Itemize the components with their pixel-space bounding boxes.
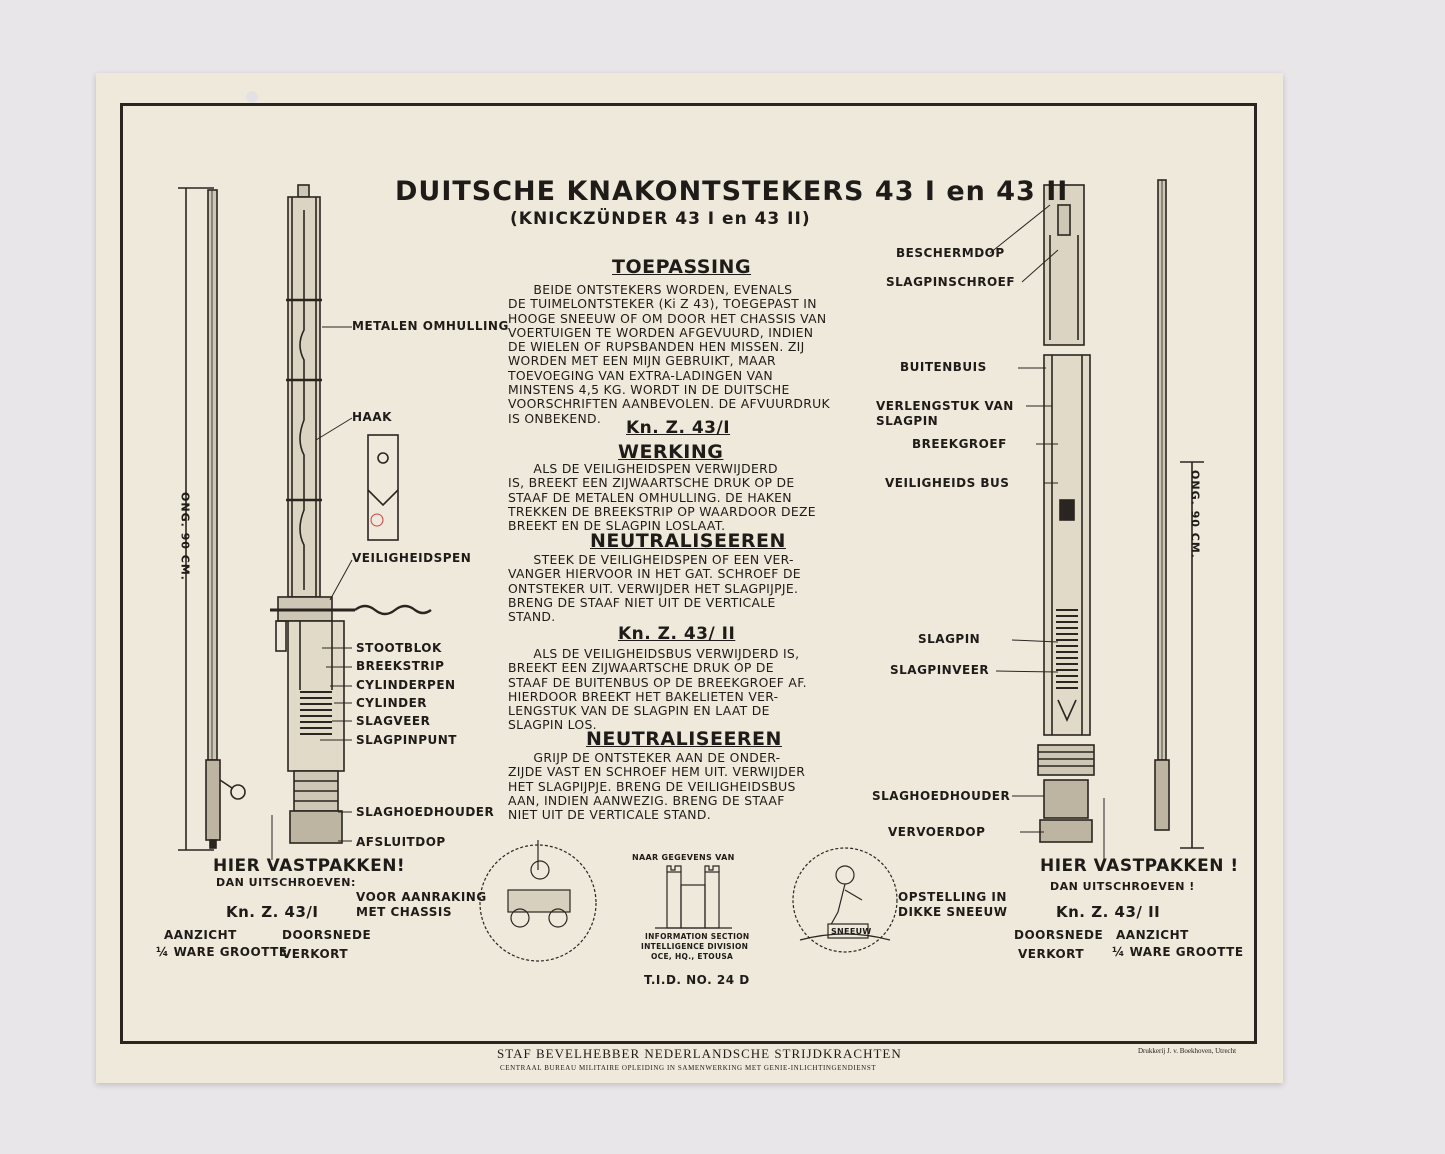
right-section-illustration xyxy=(1038,185,1094,842)
right-scale-label: ¼ WARE GROOTTE xyxy=(1112,945,1244,959)
source-line-3: INTELLIGENCE DIVISION xyxy=(641,942,749,951)
section-heading-kn43-1: Kn. Z. 43/I xyxy=(626,418,731,438)
label-afsluitdop: AFSLUITDOP xyxy=(356,835,446,849)
label-metalen-omhulling: METALEN OMHULLING xyxy=(352,319,509,333)
neutraliseeren-2-text: GRIJP DE ONTSTEKER AAN DE ONDER- ZIJDE VAST EN SCHROEF HEM UIT. VERWIJDER HET SLAGPIJPJE. BRENG DE VEILIGHEIDSBUS AAN, INDIEN AANWEZIG. BRENG DE STAAF NIET UIT DE VERTICALE STAND. xyxy=(508,750,806,823)
footer-line-2: CENTRAAL BUREAU MILITAIRE OPLEIDING IN SAMENWERKING MET GENIE-INLICHTINGENDIENST xyxy=(500,1064,877,1072)
label-slagpinpunt: SLAGPINPUNT xyxy=(356,733,457,747)
section-heading-kn43-2: Kn. Z. 43/ II xyxy=(618,624,736,644)
page-subtitle: (KNICKZÜNDER 43 I en 43 II) xyxy=(510,209,811,229)
chassis-caption: VOOR AANRAKING MET CHASSIS xyxy=(356,890,487,919)
label-vervoerdop: VERVOERDOP xyxy=(888,825,986,839)
right-unscrew-instruction: DAN UITSCHROEVEN ! xyxy=(1050,880,1195,893)
label-buitenbuis: BUITENBUIS xyxy=(900,360,987,374)
footer-line-1: STAF BEVELHEBBER NEDERLANDSCHE STRIJDKRACHTEN xyxy=(497,1046,902,1061)
right-shortened-label: VERKORT xyxy=(1018,947,1085,961)
measure-left: ONG. 90 CM. xyxy=(178,492,192,581)
right-hold-instruction: HIER VASTPAKKEN ! xyxy=(1040,856,1239,876)
left-unscrew-instruction: DAN UITSCHROEVEN: xyxy=(216,876,356,889)
label-slagpin: SLAGPIN xyxy=(918,632,981,646)
page-title: DUITSCHE KNAKONTSTEKERS 43 I en 43 II xyxy=(395,176,1069,207)
source-line-2: INFORMATION SECTION xyxy=(645,932,750,941)
label-cylinderpen: CYLINDERPEN xyxy=(356,678,456,692)
snow-sign: SNEEUW xyxy=(831,927,872,936)
breakstrip-detail xyxy=(368,435,398,540)
snow-caption: OPSTELLING IN DIKKE SNEEUW xyxy=(898,890,1008,919)
left-section-label: DOORSNEDE xyxy=(282,928,372,942)
source-line-4: OCE, HQ., ETOUSA xyxy=(651,952,734,961)
label-veiligheidspen: VEILIGHEIDSPEN xyxy=(352,551,472,565)
left-rod-illustration xyxy=(206,190,245,848)
kn43-2-text: ALS DE VEILIGHEIDSBUS VERWIJDERD IS, BREEKT EEN ZIJWAARTSCHE DRUK OP DE STAAF DE BUITENBUS OP DE BREEKGROEF AF. HIERDOOR BREEKT HET BAKELIETEN VER- LENGSTUK VAN DE SLAGPIN EN LAAT DE SLAGPIN LOS. xyxy=(508,646,807,733)
label-slagpinschroef: SLAGPINSCHROEF xyxy=(886,275,1016,289)
printer-credit: Drukkerij J. v. Boekhoven, Utrecht xyxy=(1138,1047,1237,1055)
tid-number: T.I.D. NO. 24 D xyxy=(644,973,750,987)
label-cylinder: CYLINDER xyxy=(356,696,428,710)
label-veiligheids-bus: VEILIGHEIDS BUS xyxy=(885,476,1010,490)
section-heading-werking: WERKING xyxy=(618,441,724,463)
source-intro: NAAR GEGEVENS VAN xyxy=(632,853,735,862)
label-breekgroef: BREEKGROEF xyxy=(912,437,1007,451)
left-view-label: AANZICHT xyxy=(164,928,237,942)
label-haak: HAAK xyxy=(352,410,392,424)
left-scale-label: ¼ WARE GROOTTE xyxy=(156,945,288,959)
engineer-castle-emblem xyxy=(655,866,732,928)
label-breekstrip: BREEKSTRIP xyxy=(356,659,445,673)
left-model-label: Kn. Z. 43/I xyxy=(226,903,319,921)
right-rod-illustration xyxy=(1155,180,1169,830)
measure-right: ONG. 90 CM. xyxy=(1188,470,1202,559)
werking-text: ALS DE VEILIGHEIDSPEN VERWIJDERD IS, BREEKT EEN ZIJWAARTSCHE DRUK OP DE STAAF DE METALEN OMHULLING. DE HAKEN TREKKEN DE BREEKSTRIP OP WAARDOOR DEZE BREEKT EN DE SLAGPIN LOSLAAT. xyxy=(508,461,816,534)
jeep-vignette xyxy=(480,840,596,961)
section-heading-toepassing: TOEPASSING xyxy=(612,256,752,278)
label-slaghoedhouder-right: SLAGHOEDHOUDER xyxy=(872,789,1011,803)
snow-vignette xyxy=(793,848,897,952)
section-heading-neutraliseeren-1: NEUTRALISEEREN xyxy=(590,530,786,552)
neutraliseeren-1-text: STEEK DE VEILIGHEIDSPEN OF EEN VER- VANGER HIERVOOR IN HET GAT. SCHROEF DE ONTSTEKER UIT. VERWIJDER HET SLAGPIJPJE. BRENG DE STAAF NIET UIT DE VERTICALE STAND. xyxy=(508,552,801,625)
label-verlengstuk-van: VERLENGSTUK VAN xyxy=(876,399,1014,413)
label-slaghoedhouder-left: SLAGHOEDHOUDER xyxy=(356,805,495,819)
right-model-label: Kn. Z. 43/ II xyxy=(1056,903,1161,921)
right-view-label: AANZICHT xyxy=(1116,928,1189,942)
right-section-label: DOORSNEDE xyxy=(1014,928,1104,942)
left-shortened-label: VERKORT xyxy=(282,947,349,961)
label-verlengstuk-slagpin: SLAGPIN xyxy=(876,414,939,428)
toepassing-text: BEIDE ONTSTEKERS WORDEN, EVENALS DE TUIMELONTSTEKER (Ki Z 43), TOEGEPAST IN HOOGE SNEEUW OF OM DOOR HET CHASSIS VAN VOERTUIGEN TE WORDEN AFGEVUURD, INDIEN DE WIELEN OF RUPSBANDEN HEN MISSEN. ZIJ WORDEN MET EEN MIJN GEBRUIKT, MAAR TOEVOEGING VAN EXTRA-LADINGEN VAN MINSTENS 4,5 KG. WORDT IN DE DUITSCHE VOORSCHRIFTEN AANBEVOLEN. DE AFVUURDRUK IS ONBEKEND. xyxy=(508,282,830,426)
section-heading-neutraliseeren-2: NEUTRALISEEREN xyxy=(586,728,782,750)
label-stootblok: STOOTBLOK xyxy=(356,641,442,655)
left-hold-instruction: HIER VASTPAKKEN! xyxy=(213,856,406,876)
label-slagpinveer: SLAGPINVEER xyxy=(890,663,990,677)
label-slagveer: SLAGVEER xyxy=(356,714,431,728)
label-beschermdop: BESCHERMDOP xyxy=(896,246,1005,260)
